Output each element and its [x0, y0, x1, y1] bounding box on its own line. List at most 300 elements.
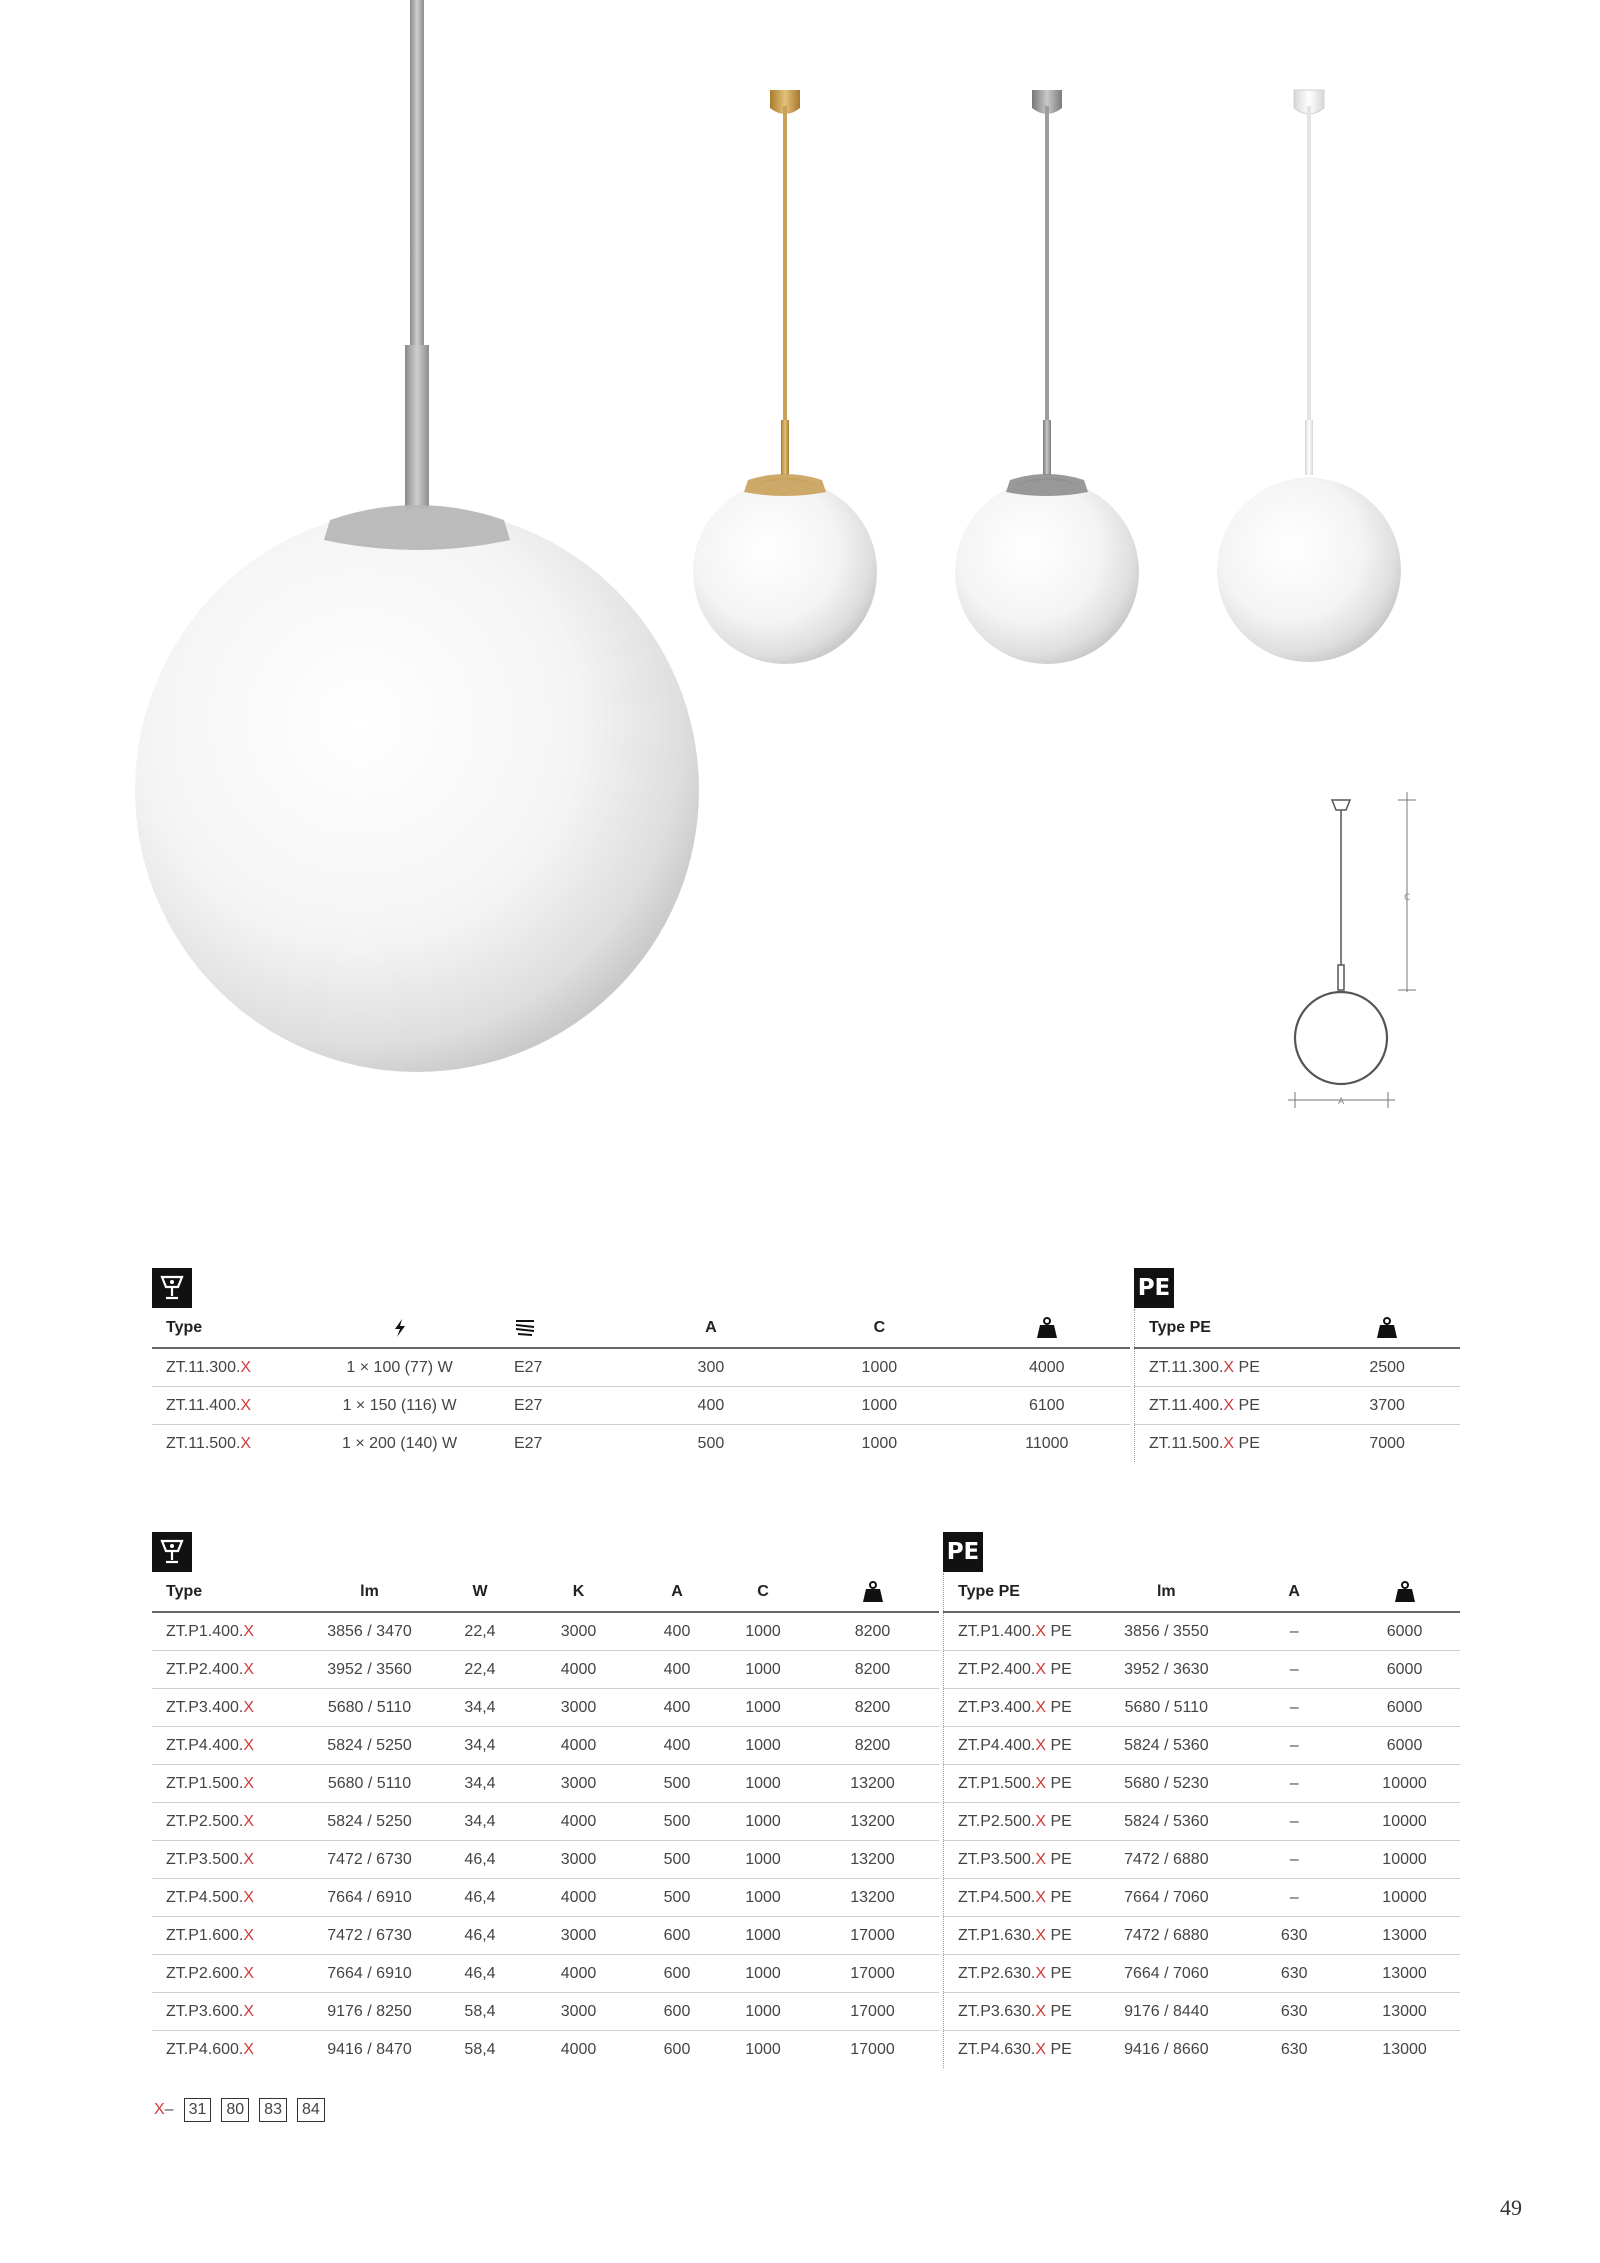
w-cell: 46,4 — [437, 1955, 523, 1993]
k-cell: 3000 — [523, 1841, 634, 1879]
type-code: ZT.P1.500. — [166, 1774, 244, 1792]
weight-cell: 17000 — [806, 1993, 939, 2031]
weight-icon — [1314, 1309, 1460, 1348]
type-cell — [944, 2031, 1094, 2069]
table-row — [152, 1387, 1130, 1425]
a-cell: 630 — [1280, 2040, 1308, 2058]
type-cell — [944, 1993, 1094, 2031]
type-x: X — [1035, 2040, 1047, 2058]
type-code: ZT.11.500. — [1149, 1434, 1224, 1452]
pe-badge: PE — [943, 1532, 983, 1572]
weight-cell: 2500 — [1314, 1348, 1460, 1387]
lm-cell: 7472 / 6880 — [1093, 1917, 1239, 1955]
a-cell: 400 — [634, 1612, 720, 1651]
type-x: X — [243, 1964, 255, 1982]
socket-cell: E27 — [513, 1434, 543, 1452]
type-code: ZT.P3.600. — [166, 2002, 244, 2020]
table-row — [152, 1879, 939, 1917]
c-cell: 1000 — [720, 1651, 806, 1689]
type-cell — [944, 1879, 1094, 1917]
type-cell — [152, 1917, 302, 1955]
weight-cell: 13200 — [806, 1803, 939, 1841]
header-type-pe: Type PE — [1135, 1309, 1315, 1348]
a-cell: – — [1239, 1651, 1349, 1689]
type-x: X — [1035, 1660, 1047, 1678]
type-suffix: PE — [1046, 1888, 1072, 1906]
table-row — [944, 1955, 1461, 1993]
type-cell — [152, 1955, 302, 1993]
header-type: Type — [152, 1573, 302, 1612]
type-code: ZT.P4.400. — [166, 1736, 244, 1754]
weight-cell: 17000 — [850, 2040, 895, 2058]
c-cell: 1000 — [795, 1387, 963, 1425]
weight-cell: 6000 — [1349, 1727, 1460, 1765]
a-cell: 500 — [634, 1879, 720, 1917]
spec-table-2 — [152, 1573, 939, 2068]
lm-cell: 9176 / 8440 — [1093, 1993, 1239, 2031]
type-suffix: PE — [1046, 2040, 1072, 2058]
weight-cell: 13000 — [1349, 1955, 1460, 1993]
table-row — [152, 1651, 939, 1689]
header-lm: lm — [1093, 1573, 1239, 1612]
lamp-icon — [152, 1268, 192, 1308]
type-x: X — [243, 2040, 255, 2058]
c-cell: 1000 — [720, 1727, 806, 1765]
weight-icon — [964, 1309, 1130, 1348]
type-x: X — [243, 1850, 255, 1868]
weight-cell: 6100 — [964, 1387, 1130, 1425]
table-row — [944, 1765, 1461, 1803]
lm-cell: 7664 / 7060 — [1093, 1955, 1239, 1993]
table-row — [152, 1955, 939, 1993]
table-row — [152, 1803, 939, 1841]
w-cell: 58,4 — [464, 2040, 496, 2058]
type-suffix: PE — [1046, 1812, 1072, 1830]
type-cell — [944, 1765, 1094, 1803]
lm-cell: 9416 / 8470 — [327, 2040, 412, 2058]
w-cell: 34,4 — [437, 1727, 523, 1765]
k-cell: 4000 — [523, 1727, 634, 1765]
w-cell: 46,4 — [437, 1917, 523, 1955]
a-cell: 500 — [634, 1841, 720, 1879]
table-row — [152, 1348, 1130, 1387]
weight-icon — [806, 1573, 939, 1612]
type-suffix: PE — [1046, 1964, 1072, 1982]
lm-cell: 5824 / 5250 — [302, 1803, 437, 1841]
header-type-pe: Type PE — [944, 1573, 1094, 1612]
lm-cell: 5680 / 5110 — [302, 1689, 437, 1727]
table-row — [1135, 1425, 1461, 1463]
a-cell: 500 — [634, 1803, 720, 1841]
type-x: X — [243, 2002, 255, 2020]
type-suffix: PE — [1046, 1622, 1072, 1640]
type-suffix: PE — [1234, 1434, 1260, 1452]
lm-cell: 5680 / 5110 — [302, 1765, 437, 1803]
type-cell — [152, 1651, 302, 1689]
table-row — [152, 1425, 1130, 1463]
c-cell: 1000 — [861, 1434, 898, 1452]
c-cell: 1000 — [720, 1955, 806, 1993]
header-k: K — [523, 1573, 634, 1612]
power-icon — [305, 1309, 494, 1348]
type-x: X — [243, 1774, 255, 1792]
c-cell: 1000 — [720, 1879, 806, 1917]
power-cell: 1 × 150 (116) W — [305, 1387, 494, 1425]
type-x: X — [243, 1888, 255, 1906]
type-x: X — [1035, 1964, 1047, 1982]
type-x: X — [1223, 1396, 1235, 1414]
page-number: 49 — [1500, 2195, 1522, 2220]
lm-cell: 7664 / 7060 — [1093, 1879, 1239, 1917]
c-cell: 1000 — [795, 1348, 963, 1387]
type-code: ZT.11.300. — [1149, 1358, 1224, 1376]
type-code: ZT.P3.400. — [166, 1698, 244, 1716]
power-cell: 1 × 200 (140) W — [341, 1434, 458, 1452]
a-cell: – — [1239, 1689, 1349, 1727]
header-lm: lm — [302, 1573, 437, 1612]
type-x: X — [1035, 2002, 1047, 2020]
c-cell: 1000 — [720, 1841, 806, 1879]
type-cell — [152, 1879, 302, 1917]
type-cell — [152, 1689, 302, 1727]
dimension-diagram — [1288, 792, 1416, 1108]
k-cell: 3000 — [523, 1612, 634, 1651]
header-c: C — [795, 1309, 963, 1348]
type-x: X — [1035, 1888, 1047, 1906]
type-cell — [152, 1348, 305, 1387]
large-globe-pendant — [135, 0, 699, 1072]
table-row — [944, 2031, 1461, 2069]
a-cell: 630 — [1239, 1993, 1349, 2031]
a-cell: – — [1239, 1879, 1349, 1917]
power-cell: 1 × 100 (77) W — [305, 1348, 494, 1387]
type-code: ZT.P4.600. — [166, 2040, 244, 2058]
a-cell: – — [1239, 1727, 1349, 1765]
type-code: ZT.P2.400. — [958, 1660, 1036, 1678]
weight-cell: 10000 — [1349, 1841, 1460, 1879]
lm-cell: 5680 / 5110 — [1093, 1689, 1239, 1727]
chrome-globe-pendant — [955, 90, 1139, 664]
table-row — [152, 1689, 939, 1727]
weight-cell: 3700 — [1314, 1387, 1460, 1425]
type-code: ZT.P3.500. — [958, 1850, 1036, 1868]
type-cell — [152, 1425, 305, 1463]
lm-cell: 5824 / 5250 — [302, 1727, 437, 1765]
k-cell: 4000 — [523, 1651, 634, 1689]
type-x: X — [243, 1660, 255, 1678]
type-cell — [944, 1612, 1094, 1651]
w-cell: 34,4 — [437, 1689, 523, 1727]
weight-cell: 8200 — [806, 1727, 939, 1765]
type-x: X — [1035, 1622, 1047, 1640]
type-suffix: PE — [1234, 1396, 1260, 1414]
type-suffix: PE — [1046, 1926, 1072, 1944]
c-cell: 1000 — [720, 1612, 806, 1651]
table-row — [944, 1803, 1461, 1841]
type-cell — [152, 1387, 305, 1425]
type-cell — [944, 1803, 1094, 1841]
type-cell — [1135, 1425, 1315, 1463]
weight-cell: 13000 — [1382, 2040, 1427, 2058]
weight-cell: 8200 — [806, 1612, 939, 1651]
socket-cell: E27 — [494, 1387, 627, 1425]
table-row — [944, 1689, 1461, 1727]
type-code: ZT.P2.600. — [166, 1964, 244, 1982]
spec-table-1 — [152, 1309, 1130, 1462]
type-cell — [1135, 1348, 1315, 1387]
type-cell — [1135, 1387, 1315, 1425]
weight-cell: 4000 — [964, 1348, 1130, 1387]
type-x: X — [1035, 1698, 1047, 1716]
type-code: ZT.P2.500. — [166, 1812, 244, 1830]
type-code: ZT.P1.630. — [958, 1926, 1036, 1944]
product-photos — [0, 0, 1600, 1120]
w-cell: 34,4 — [437, 1803, 523, 1841]
legend-code: 84 — [297, 2098, 325, 2122]
a-cell: 600 — [634, 1917, 720, 1955]
lm-cell: 5824 / 5360 — [1093, 1727, 1239, 1765]
a-cell: 630 — [1239, 1955, 1349, 1993]
type-code: ZT.P4.630. — [958, 2040, 1036, 2058]
type-code: ZT.P2.630. — [958, 1964, 1036, 1982]
type-cell — [944, 1651, 1094, 1689]
type-x: X — [243, 1736, 255, 1754]
table-row — [152, 1612, 939, 1651]
weight-icon — [1349, 1573, 1460, 1612]
type-code: ZT.P2.400. — [166, 1660, 244, 1678]
w-cell: 34,4 — [437, 1765, 523, 1803]
type-code: ZT.P3.630. — [958, 2002, 1036, 2020]
lm-cell: 3856 / 3550 — [1093, 1612, 1239, 1651]
type-code: ZT.P1.400. — [166, 1622, 244, 1640]
color-code-legend — [154, 2098, 325, 2122]
type-x: X — [240, 1358, 252, 1376]
w-cell: 46,4 — [437, 1879, 523, 1917]
c-cell: 1000 — [720, 1689, 806, 1727]
a-cell: 600 — [663, 2040, 691, 2058]
type-code: ZT.P3.500. — [166, 1850, 244, 1868]
type-x: X — [243, 1698, 255, 1716]
weight-cell: 10000 — [1349, 1765, 1460, 1803]
legend-code: 83 — [259, 2098, 287, 2122]
type-suffix: PE — [1046, 1850, 1072, 1868]
weight-cell: 13200 — [806, 1841, 939, 1879]
type-cell — [152, 1993, 302, 2031]
type-cell — [152, 1841, 302, 1879]
table-row — [152, 1765, 939, 1803]
dimension-label-c: C — [1404, 893, 1411, 903]
type-suffix: PE — [1046, 1774, 1072, 1792]
a-cell: 500 — [697, 1434, 725, 1452]
w-cell: 46,4 — [437, 1841, 523, 1879]
table-row — [152, 1917, 939, 1955]
a-cell: 600 — [634, 1955, 720, 1993]
type-cell — [152, 1727, 302, 1765]
a-cell: 600 — [634, 1993, 720, 2031]
weight-cell: 8200 — [806, 1689, 939, 1727]
weight-cell: 10000 — [1349, 1879, 1460, 1917]
w-cell: 22,4 — [437, 1651, 523, 1689]
weight-cell: 8200 — [806, 1651, 939, 1689]
k-cell: 3000 — [523, 1689, 634, 1727]
weight-cell: 6000 — [1349, 1651, 1460, 1689]
type-x: X — [1223, 1358, 1235, 1376]
c-cell: 1000 — [745, 2040, 781, 2058]
type-code: ZT.P1.500. — [958, 1774, 1036, 1792]
a-cell: – — [1239, 1765, 1349, 1803]
type-code: ZT.P3.400. — [958, 1698, 1036, 1716]
table-row — [1135, 1348, 1461, 1387]
table-row — [944, 1612, 1461, 1651]
type-x: X — [1035, 1774, 1047, 1792]
lm-cell: 3952 / 3560 — [302, 1651, 437, 1689]
spec-table-2-pe — [943, 1573, 1460, 2068]
legend-code: 31 — [184, 2098, 212, 2122]
type-cell — [944, 1917, 1094, 1955]
table-row — [944, 1841, 1461, 1879]
type-cell — [944, 1841, 1094, 1879]
k-cell: 4000 — [560, 2040, 597, 2058]
type-x: X — [243, 1926, 255, 1944]
header-w: W — [437, 1573, 523, 1612]
socket-icon — [494, 1309, 627, 1348]
type-cell — [944, 1727, 1094, 1765]
pe-badge: PE — [1134, 1268, 1174, 1308]
a-cell: – — [1239, 1612, 1349, 1651]
header-a: A — [1239, 1573, 1349, 1612]
header-a: A — [634, 1573, 720, 1612]
lm-cell: 7472 / 6880 — [1093, 1841, 1239, 1879]
type-x: X — [240, 1396, 252, 1414]
lm-cell: 3952 / 3630 — [1093, 1651, 1239, 1689]
type-x: X — [243, 1812, 255, 1830]
table-row — [944, 1917, 1461, 1955]
socket-cell: E27 — [494, 1348, 627, 1387]
type-suffix: PE — [1046, 1698, 1072, 1716]
type-suffix: PE — [1046, 1660, 1072, 1678]
header-c: C — [720, 1573, 806, 1612]
lm-cell: 7472 / 6730 — [302, 1917, 437, 1955]
type-x: X — [1035, 1736, 1047, 1754]
c-cell: 1000 — [720, 1803, 806, 1841]
weight-cell: 6000 — [1349, 1612, 1460, 1651]
white-globe-pendant — [1217, 90, 1401, 662]
type-x: X — [1223, 1434, 1235, 1452]
k-cell: 4000 — [523, 1803, 634, 1841]
type-code: ZT.11.500. — [166, 1434, 241, 1452]
type-suffix: PE — [1046, 2002, 1072, 2020]
type-x: X — [1035, 1812, 1047, 1830]
type-code: ZT.P4.500. — [166, 1888, 244, 1906]
type-code: ZT.P1.400. — [958, 1622, 1036, 1640]
c-cell: 1000 — [720, 1917, 806, 1955]
lm-cell: 5824 / 5360 — [1093, 1803, 1239, 1841]
type-x: X — [1035, 1850, 1047, 1868]
type-cell — [944, 1689, 1094, 1727]
type-x: X — [243, 1622, 255, 1640]
weight-cell: 11000 — [1025, 1434, 1069, 1452]
type-cell — [944, 1955, 1094, 1993]
type-x: X — [240, 1434, 252, 1452]
weight-cell: 13200 — [806, 1765, 939, 1803]
weight-cell: 6000 — [1349, 1689, 1460, 1727]
type-code: ZT.P4.500. — [958, 1888, 1036, 1906]
type-cell — [152, 1765, 302, 1803]
type-code: ZT.11.400. — [1149, 1396, 1224, 1414]
type-code: ZT.11.300. — [166, 1358, 241, 1376]
k-cell: 4000 — [523, 1955, 634, 1993]
lm-cell: 9416 / 8660 — [1124, 2040, 1209, 2058]
a-cell: 400 — [634, 1651, 720, 1689]
a-cell: 400 — [627, 1387, 795, 1425]
table-row — [1135, 1387, 1461, 1425]
type-x: X — [1035, 1926, 1047, 1944]
lamp-icon — [152, 1532, 192, 1572]
weight-cell: 10000 — [1349, 1803, 1460, 1841]
k-cell: 4000 — [523, 1879, 634, 1917]
k-cell: 3000 — [523, 1765, 634, 1803]
weight-cell: 17000 — [806, 1955, 939, 1993]
table-row — [944, 1993, 1461, 2031]
type-suffix: PE — [1234, 1358, 1260, 1376]
type-code: ZT.P4.400. — [958, 1736, 1036, 1754]
a-cell: 400 — [634, 1727, 720, 1765]
weight-cell: 13000 — [1349, 1993, 1460, 2031]
lm-cell: 7664 / 6910 — [302, 1955, 437, 1993]
weight-cell: 13200 — [806, 1879, 939, 1917]
type-code: ZT.P2.500. — [958, 1812, 1036, 1830]
dimension-label-a: A — [1338, 1097, 1345, 1107]
lm-cell: 7472 / 6730 — [302, 1841, 437, 1879]
k-cell: 3000 — [523, 1993, 634, 2031]
type-suffix: PE — [1046, 1736, 1072, 1754]
type-code: ZT.P1.600. — [166, 1926, 244, 1944]
legend-dash: – — [164, 2101, 174, 2118]
table-row — [944, 1727, 1461, 1765]
table-row — [944, 1879, 1461, 1917]
table-row — [152, 1841, 939, 1879]
type-cell — [152, 1612, 302, 1651]
type-cell — [152, 1803, 302, 1841]
legend-code: 80 — [221, 2098, 249, 2122]
lm-cell: 9176 / 8250 — [302, 1993, 437, 2031]
c-cell: 1000 — [720, 1993, 806, 2031]
spec-table-1-pe — [1134, 1309, 1460, 1462]
weight-cell: 17000 — [806, 1917, 939, 1955]
header-type: Type — [152, 1309, 305, 1348]
k-cell: 3000 — [523, 1917, 634, 1955]
lm-cell: 7664 / 6910 — [302, 1879, 437, 1917]
header-a: A — [627, 1309, 795, 1348]
a-cell: 500 — [634, 1765, 720, 1803]
a-cell: 300 — [627, 1348, 795, 1387]
table-row — [152, 2031, 939, 2069]
a-cell: 630 — [1239, 1917, 1349, 1955]
weight-cell: 7000 — [1369, 1434, 1405, 1452]
weight-cell: 13000 — [1349, 1917, 1460, 1955]
type-cell — [152, 2031, 302, 2069]
w-cell: 22,4 — [437, 1612, 523, 1651]
legend-x: X — [154, 2101, 165, 2118]
table-row — [152, 1993, 939, 2031]
w-cell: 58,4 — [437, 1993, 523, 2031]
a-cell: – — [1239, 1803, 1349, 1841]
lm-cell: 3856 / 3470 — [302, 1612, 437, 1651]
table-row — [152, 1727, 939, 1765]
lm-cell: 5680 / 5230 — [1093, 1765, 1239, 1803]
type-code: ZT.11.400. — [166, 1396, 241, 1414]
c-cell: 1000 — [720, 1765, 806, 1803]
